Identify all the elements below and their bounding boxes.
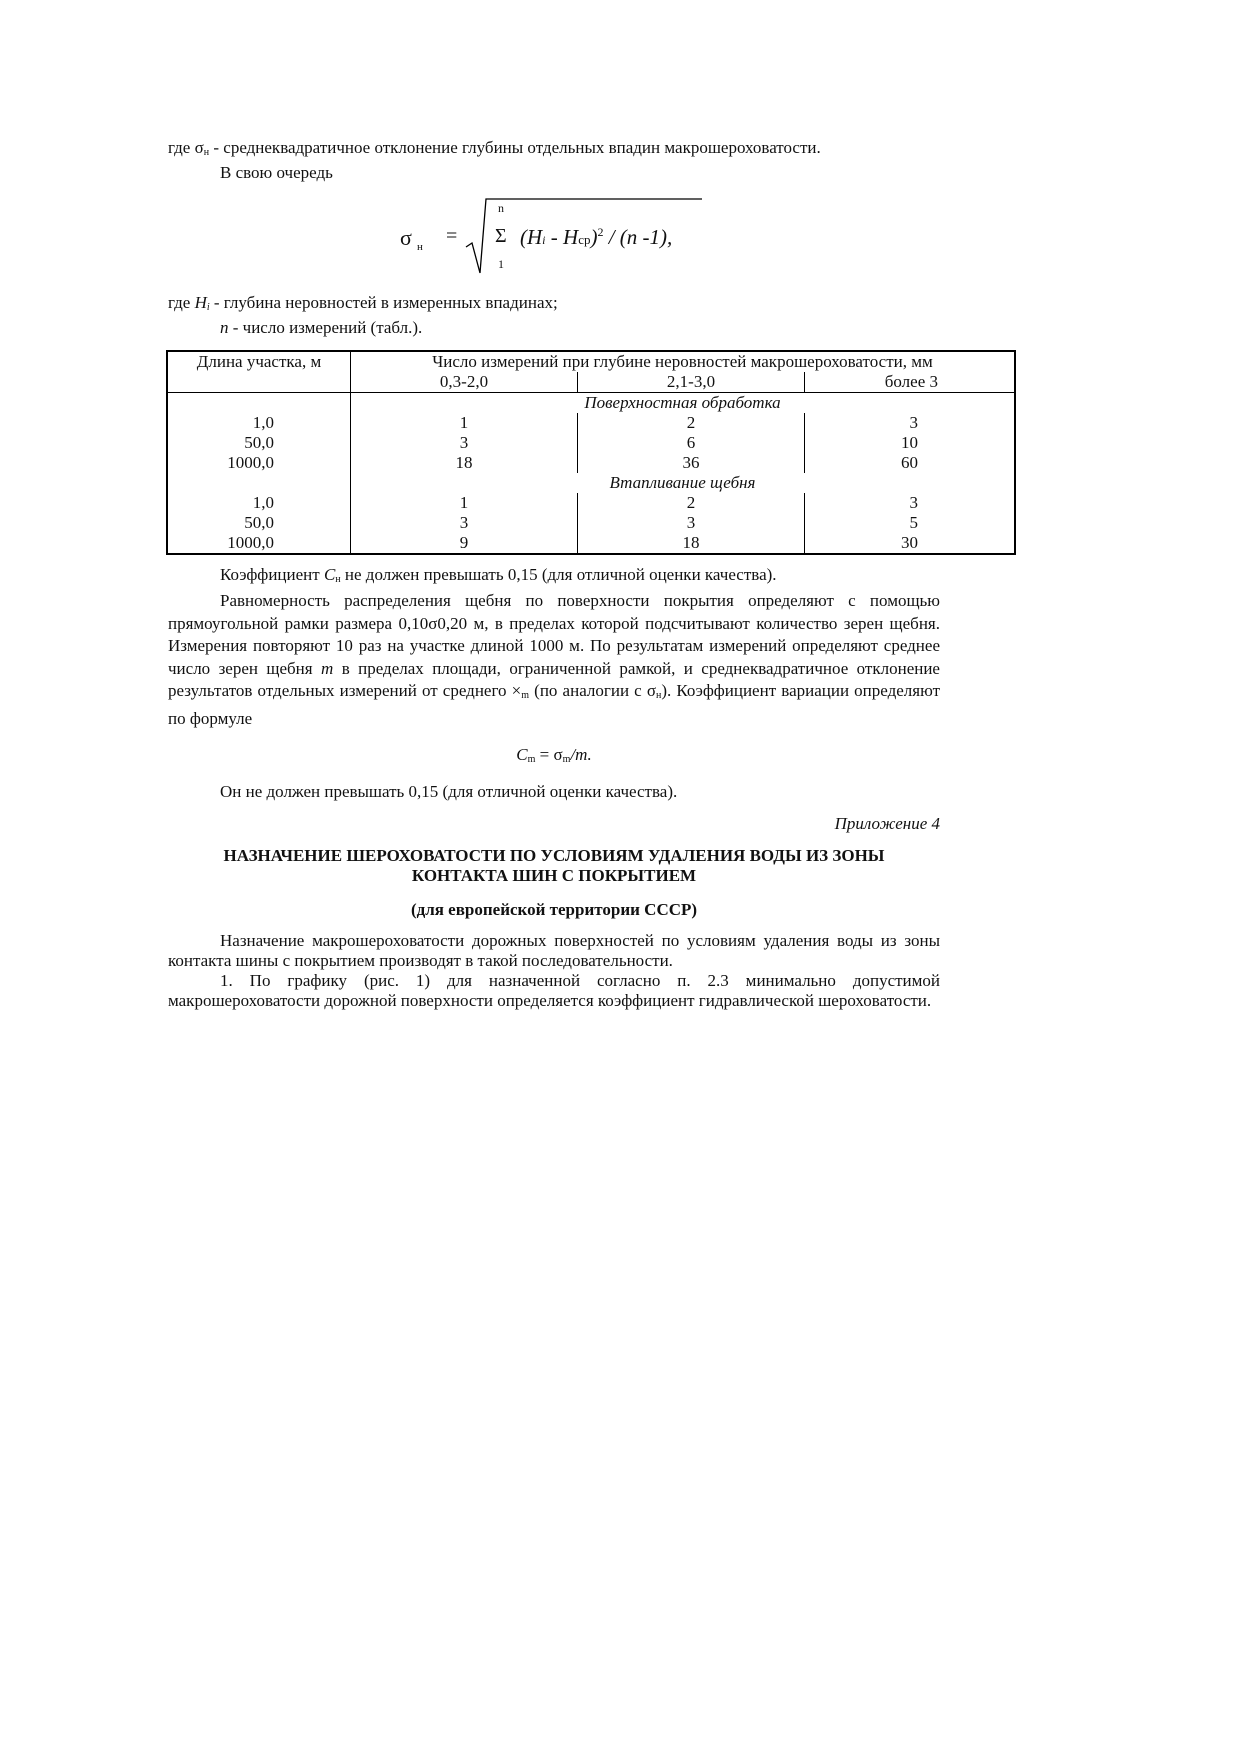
table-row <box>167 453 1015 473</box>
formula-lhs: σ <box>400 225 412 250</box>
subcol-header: 0,3-2,0 <box>351 372 578 393</box>
table-cell: 1,0 <box>167 413 351 433</box>
section-row <box>167 393 1015 414</box>
table-cell: 1 <box>351 413 578 433</box>
table-cell: 50,0 <box>167 433 351 453</box>
limit-line: Он не должен превышать 0,15 (для отличной оценки качества). <box>220 781 678 801</box>
formula-lhs-sub: н <box>417 241 423 253</box>
table-cell: 3 <box>578 513 805 533</box>
appendix-subtitle: (для европейской территории СССР) <box>410 899 698 919</box>
variation-formula: $C_m = \sigma_m/m$. <box>516 744 592 765</box>
table-cell: 3 <box>805 413 1016 433</box>
table-cell: 1 <box>351 493 578 513</box>
table-row <box>167 413 1015 433</box>
intro-line2: В свою очередь <box>220 163 333 182</box>
subcol-header: 2,1-3,0 <box>578 372 805 393</box>
table-cell: 18 <box>351 453 578 473</box>
section-row <box>167 473 1015 493</box>
definitions: где $H_i$ - глубина неровностей в измеренных впадинах; n - число измерений (табл.). <box>168 293 558 337</box>
subcol-header: более 3 <box>805 372 1016 393</box>
col-header-length: Длина участка, м <box>167 351 351 393</box>
appendix-title-2: КОНТАКТА ШИН С ПОКРЫТИЕМ <box>411 865 697 885</box>
table-row <box>167 493 1015 513</box>
appendix-paragraph-1: Назначение макрошероховатости дорожных поверхностей по условиям удаления воды из зоны контакта шины с покрытием производят в такой последовательности. <box>168 930 940 970</box>
table-cell: 5 <box>805 513 1016 533</box>
table-cell: 30 <box>805 533 1016 554</box>
sum-sign: Σ <box>495 225 507 247</box>
table-row <box>167 533 1015 554</box>
empty-cell <box>167 393 351 414</box>
appendix-paragraph-2: 1. По графику (рис. 1) для назначенной согласно п. 2.3 минимально допустимой макрошероховатости дорожной поверхности определяется коэффициент гидравлической шероховатости. <box>168 970 940 1010</box>
col-header-group: Число измерений при глубине неровностей макрошероховатости, мм <box>351 351 1016 372</box>
table-cell: 2 <box>578 493 805 513</box>
uniformity-paragraph: Равномерность распределения щебня по поверхности покрытия определяют с помощью прямоугольной рамки размера 0,10σ0,20 м, в пределах которой подсчитывают количество зерен щебня. Измерения повторяют 10 раз на участке длиной 1000 м. По результатам измерений определяют среднее число зерен щебня m в пределах площади, ограниченной рамкой, и среднеквадратичное отклонение результатов отдельных измерений от среднего $\times_m$ (по аналогии с $\sigma_н$). Коэффициент вариации определяют по формуле <box>168 591 940 728</box>
table-cell: 3 <box>351 433 578 453</box>
formula-body: (Hi - Hср)$^2$ / (n -1), <box>520 225 673 249</box>
intro-line1: где $\sigma_н$ - среднеквадратичное отклонение глубины отдельных впадин макрошероховатости. <box>168 138 821 158</box>
table-cell: 6 <box>578 433 805 453</box>
table-cell: 3 <box>805 493 1016 513</box>
page <box>168 0 940 1011</box>
sigma-formula <box>400 195 720 279</box>
table-cell: 10 <box>805 433 1016 453</box>
table-cell: 1000,0 <box>167 533 351 554</box>
table-cell: 1,0 <box>167 493 351 513</box>
koef-line: Коэффициент $C_н$ не должен превышать 0,15 (для отличной оценки качества). <box>220 565 777 585</box>
table-cell: 9 <box>351 533 578 554</box>
section-title: Поверхностная обработка <box>351 393 1016 414</box>
section-title: Втапливание щебня <box>351 473 1016 493</box>
measurements-table <box>166 350 1016 555</box>
empty-cell <box>167 473 351 493</box>
table-cell: 36 <box>578 453 805 473</box>
table-row <box>167 433 1015 453</box>
table-cell: 50,0 <box>167 513 351 533</box>
table-cell: 1000,0 <box>167 453 351 473</box>
table-cell: 60 <box>805 453 1016 473</box>
sum-lower: 1 <box>498 257 504 271</box>
appendix-label: Приложение 4 <box>834 813 940 833</box>
table-row <box>167 513 1015 533</box>
table-cell: 3 <box>351 513 578 533</box>
sum-upper: n <box>498 201 504 215</box>
intro <box>168 138 940 183</box>
table-cell: 2 <box>578 413 805 433</box>
table-cell: 18 <box>578 533 805 554</box>
formula-eq: = <box>446 225 458 247</box>
appendix-title-1: НАЗНАЧЕНИЕ ШЕРОХОВАТОСТИ ПО УСЛОВИЯМ УДАЛЕНИЯ ВОДЫ ИЗ ЗОНЫ <box>223 845 885 865</box>
